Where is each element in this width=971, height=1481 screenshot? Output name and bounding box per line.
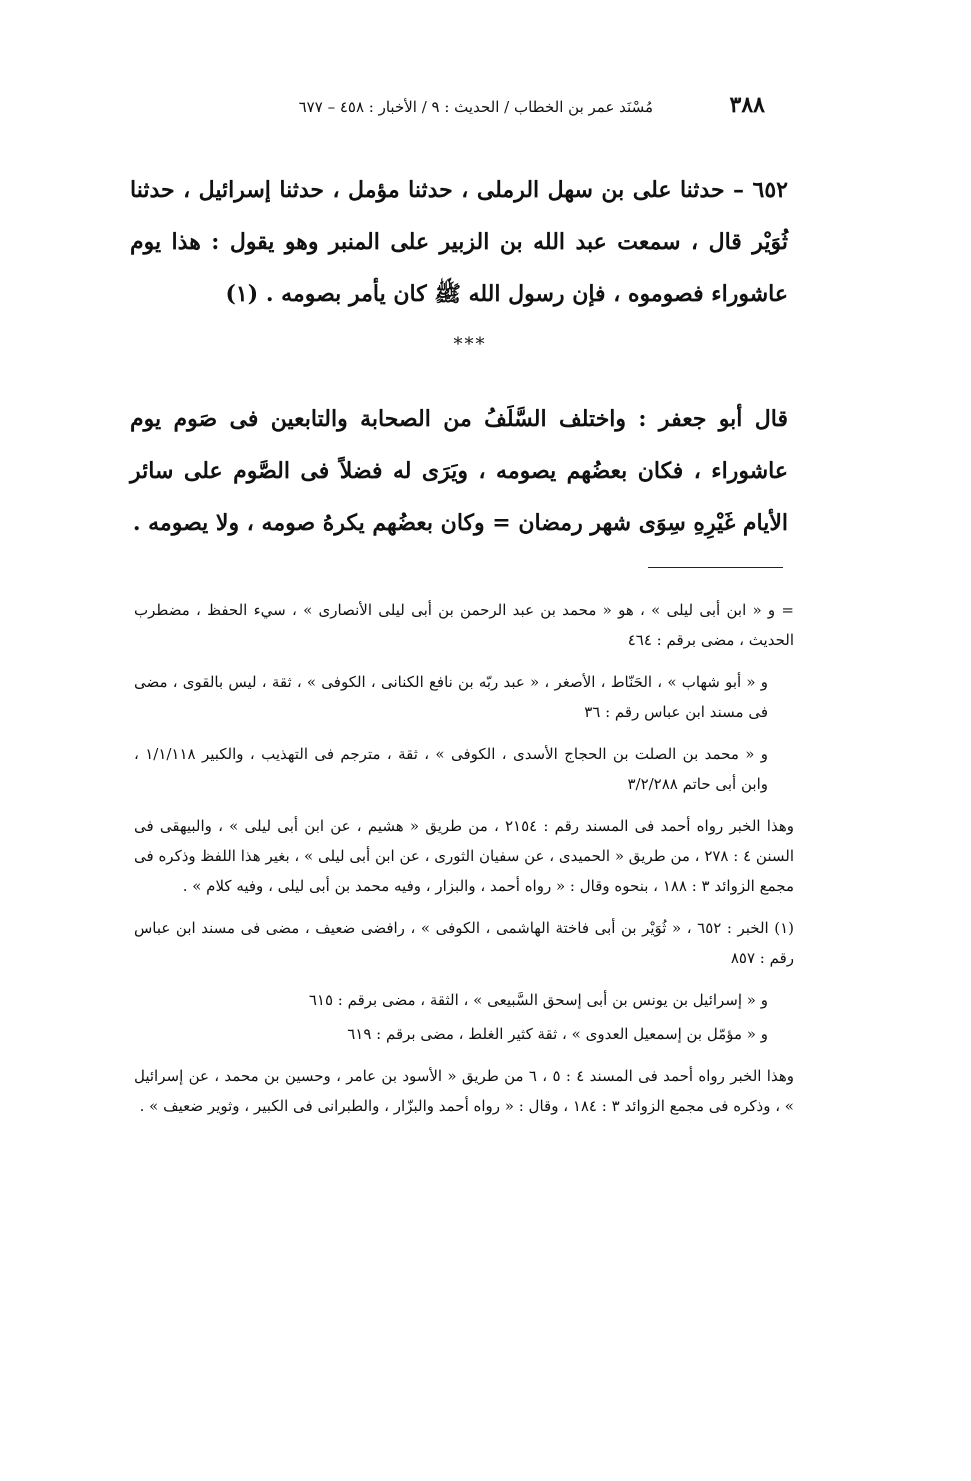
footnote-muhammad-ibn-salt: و « محمد بن الصلت بن الحجاج الأسدى ، الكوفى » ، ثقة ، مترجم فى التهذيب ، والكبير ١/١/١١٨ ، وابن أبى حاتم ٣/٢/٢٨٨ bbox=[134, 745, 768, 793]
commentary-text: قال أبو جعفر : واختلف السَّلَفُ من الصحابة والتابعين فى صَوم يوم عاشوراء ، فكان بعضُهم يصومه ، ويَرَى له فضلاً فى الصَّوم على سائر الأيام غَيْرِهِ سِوَى شهر رمضان = وكان بعضُهم يكرهُ صومه ، ولا يصومه . bbox=[130, 406, 788, 536]
footnote-takhrij-652: وهذا الخبر رواه أحمد فى المسند ٤ : ٥ ، ٦ من طريق « الأسود بن عامر ، وحسين بن محمد ، عن إسرائيل » ، وذكره فى مجمع الزوائد ٣ : ١٨٤ ، وقال : « رواه أحمد والبزّار ، والطبرانى فى الكبير ، وثوير ضعيف » . bbox=[134, 1067, 794, 1115]
footnote-israil: و « إسرائيل بن يونس بن أبى إسحق السَّبيعى » ، الثقة ، مضى برقم : ٦١٥ bbox=[308, 991, 768, 1009]
hadith-text: ٦٥٢ – حدثنا على بن سهل الرملى ، حدثنا مؤمل ، حدثنا إسرائيل ، حدثنا ثُوَيْر قال ، سمعت عبد الله بن الزبير على المنبر وهو يقول : هذا يوم عاشوراء فصوموه ، فإن رسول الله ﷺ كان يأمر بصومه . (١) bbox=[130, 177, 788, 307]
footnotes bbox=[134, 595, 794, 1133]
footnote-continuation: = و « ابن أبى ليلى » ، هو « محمد بن عبد الرحمن بن أبى ليلى الأنصارى » ، سيء الحفظ ، مضطرب الحديث ، مضى برقم : ٤٦٤ bbox=[134, 601, 794, 649]
running-head: مُسْنَد عمر بن الخطاب / الحديث : ٩ / الأخبار : ٤٥٨ – ٦٧٧ bbox=[298, 98, 653, 116]
footnote-1-thuwayr: (١) الخبر : ٦٥٢ ، « ثُوَيْر بن أبى فاختة الهاشمى ، الكوفى » ، رافضى ضعيف ، مضى فى مسند ابن عباس رقم : ٨٥٧ bbox=[134, 919, 794, 967]
footnote-takhrij-previous: وهذا الخبر رواه أحمد فى المسند رقم : ٢١٥٤ ، من طريق « هشيم ، عن ابن أبى ليلى » ، والبيهقى فى السنن ٤ : ٢٧٨ ، من طريق « الحميدى ، عن سفيان الثورى ، عن ابن أبى ليلى » ، بغير هذا اللفظ وذكره فى مجمع الزوائد ٣ : ١٨٨ ، بنحوه وقال : « رواه أحمد ، والبزار ، وفيه محمد بن أبى ليلى ، وفيه كلام » . bbox=[134, 817, 794, 895]
footnote-muammal: و « مؤمّل بن إسمعيل العدوى » ، ثقة كثير الغلط ، مضى برقم : ٦١٩ bbox=[347, 1025, 768, 1043]
footnote-abu-shihab: و « أبو شهاب » ، الحَنّاط ، الأصغر ، « عبد ربّه بن نافع الكنانى ، الكوفى » ، ثقة ، ليس بالقوى ، مضى فى مسند ابن عباس رقم : ٣٦ bbox=[134, 673, 768, 721]
section-separator: *** bbox=[453, 334, 487, 355]
page-header bbox=[225, 92, 765, 126]
page-number: ٣٨٨ bbox=[729, 92, 765, 118]
footnote-rule bbox=[648, 567, 783, 568]
